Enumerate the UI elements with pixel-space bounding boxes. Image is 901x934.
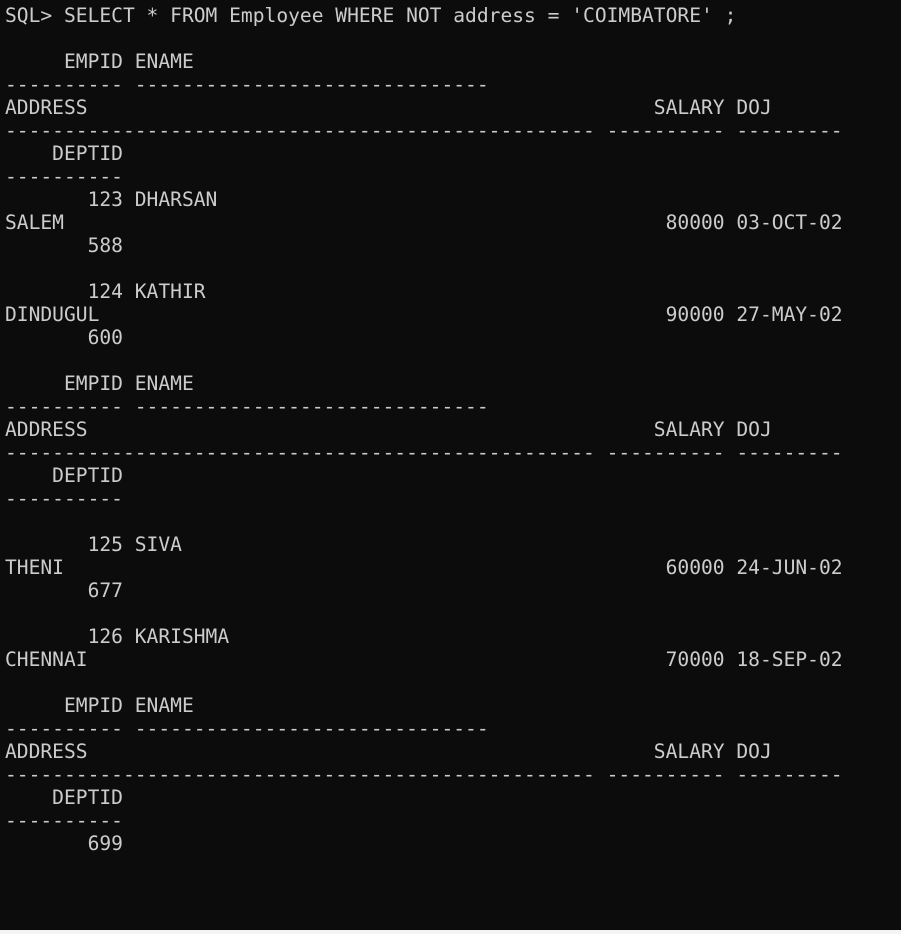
column-header-deptid: DEPTID — [5, 786, 123, 809]
column-header-empid-ename: EMPID ENAME — [5, 694, 194, 717]
row-deptid: 699 — [5, 832, 123, 855]
command-line: SQL> SELECT * FROM Employee WHERE NOT address = 'COIMBATORE' ; — [5, 4, 737, 27]
column-header-deptid: DEPTID — [5, 464, 123, 487]
row-empid-ename: 123 DHARSAN — [5, 188, 218, 211]
terminal-output — [5, 4, 843, 855]
column-header-empid-ename: EMPID ENAME — [5, 372, 194, 395]
row-empid-ename: 124 KATHIR — [5, 280, 206, 303]
separator-line: ---------- ------------------------------ — [5, 717, 489, 740]
blank-line — [5, 671, 843, 694]
separator-line: ---------- — [5, 487, 123, 510]
row-empid-ename: 125 SIVA — [5, 533, 182, 556]
separator-line: ---------- ------------------------------ — [5, 73, 489, 96]
row-deptid: 677 — [5, 579, 123, 602]
row-address-salary-doj: DINDUGUL 90000 27-MAY-02 — [5, 303, 843, 326]
blank-line — [5, 349, 843, 372]
separator-line: ---------- — [5, 165, 123, 188]
blank-line — [5, 602, 843, 625]
row-deptid: 588 — [5, 234, 123, 257]
row-address-salary-doj: CHENNAI 70000 18-SEP-02 — [5, 648, 843, 671]
column-header-empid-ename: EMPID ENAME — [5, 50, 194, 73]
column-header-address-salary-doj: ADDRESS SALARY DOJ — [5, 96, 772, 119]
row-address-salary-doj: SALEM 80000 03-OCT-02 — [5, 211, 843, 234]
column-header-deptid: DEPTID — [5, 142, 123, 165]
blank-line — [5, 510, 843, 533]
separator-line: -------------------------------------------------- ---------- --------- — [5, 441, 843, 464]
separator-line: -------------------------------------------------- ---------- --------- — [5, 763, 843, 786]
separator-line: -------------------------------------------------- ---------- --------- — [5, 119, 843, 142]
row-deptid: 600 — [5, 326, 123, 349]
column-header-address-salary-doj: ADDRESS SALARY DOJ — [5, 740, 772, 763]
row-address-salary-doj: THENI 60000 24-JUN-02 — [5, 556, 843, 579]
column-header-address-salary-doj: ADDRESS SALARY DOJ — [5, 418, 772, 441]
row-empid-ename: 126 KARISHMA — [5, 625, 230, 648]
blank-line — [5, 257, 843, 280]
separator-line: ---------- ------------------------------ — [5, 395, 489, 418]
blank-line — [5, 27, 843, 50]
separator-line: ---------- — [5, 809, 123, 832]
